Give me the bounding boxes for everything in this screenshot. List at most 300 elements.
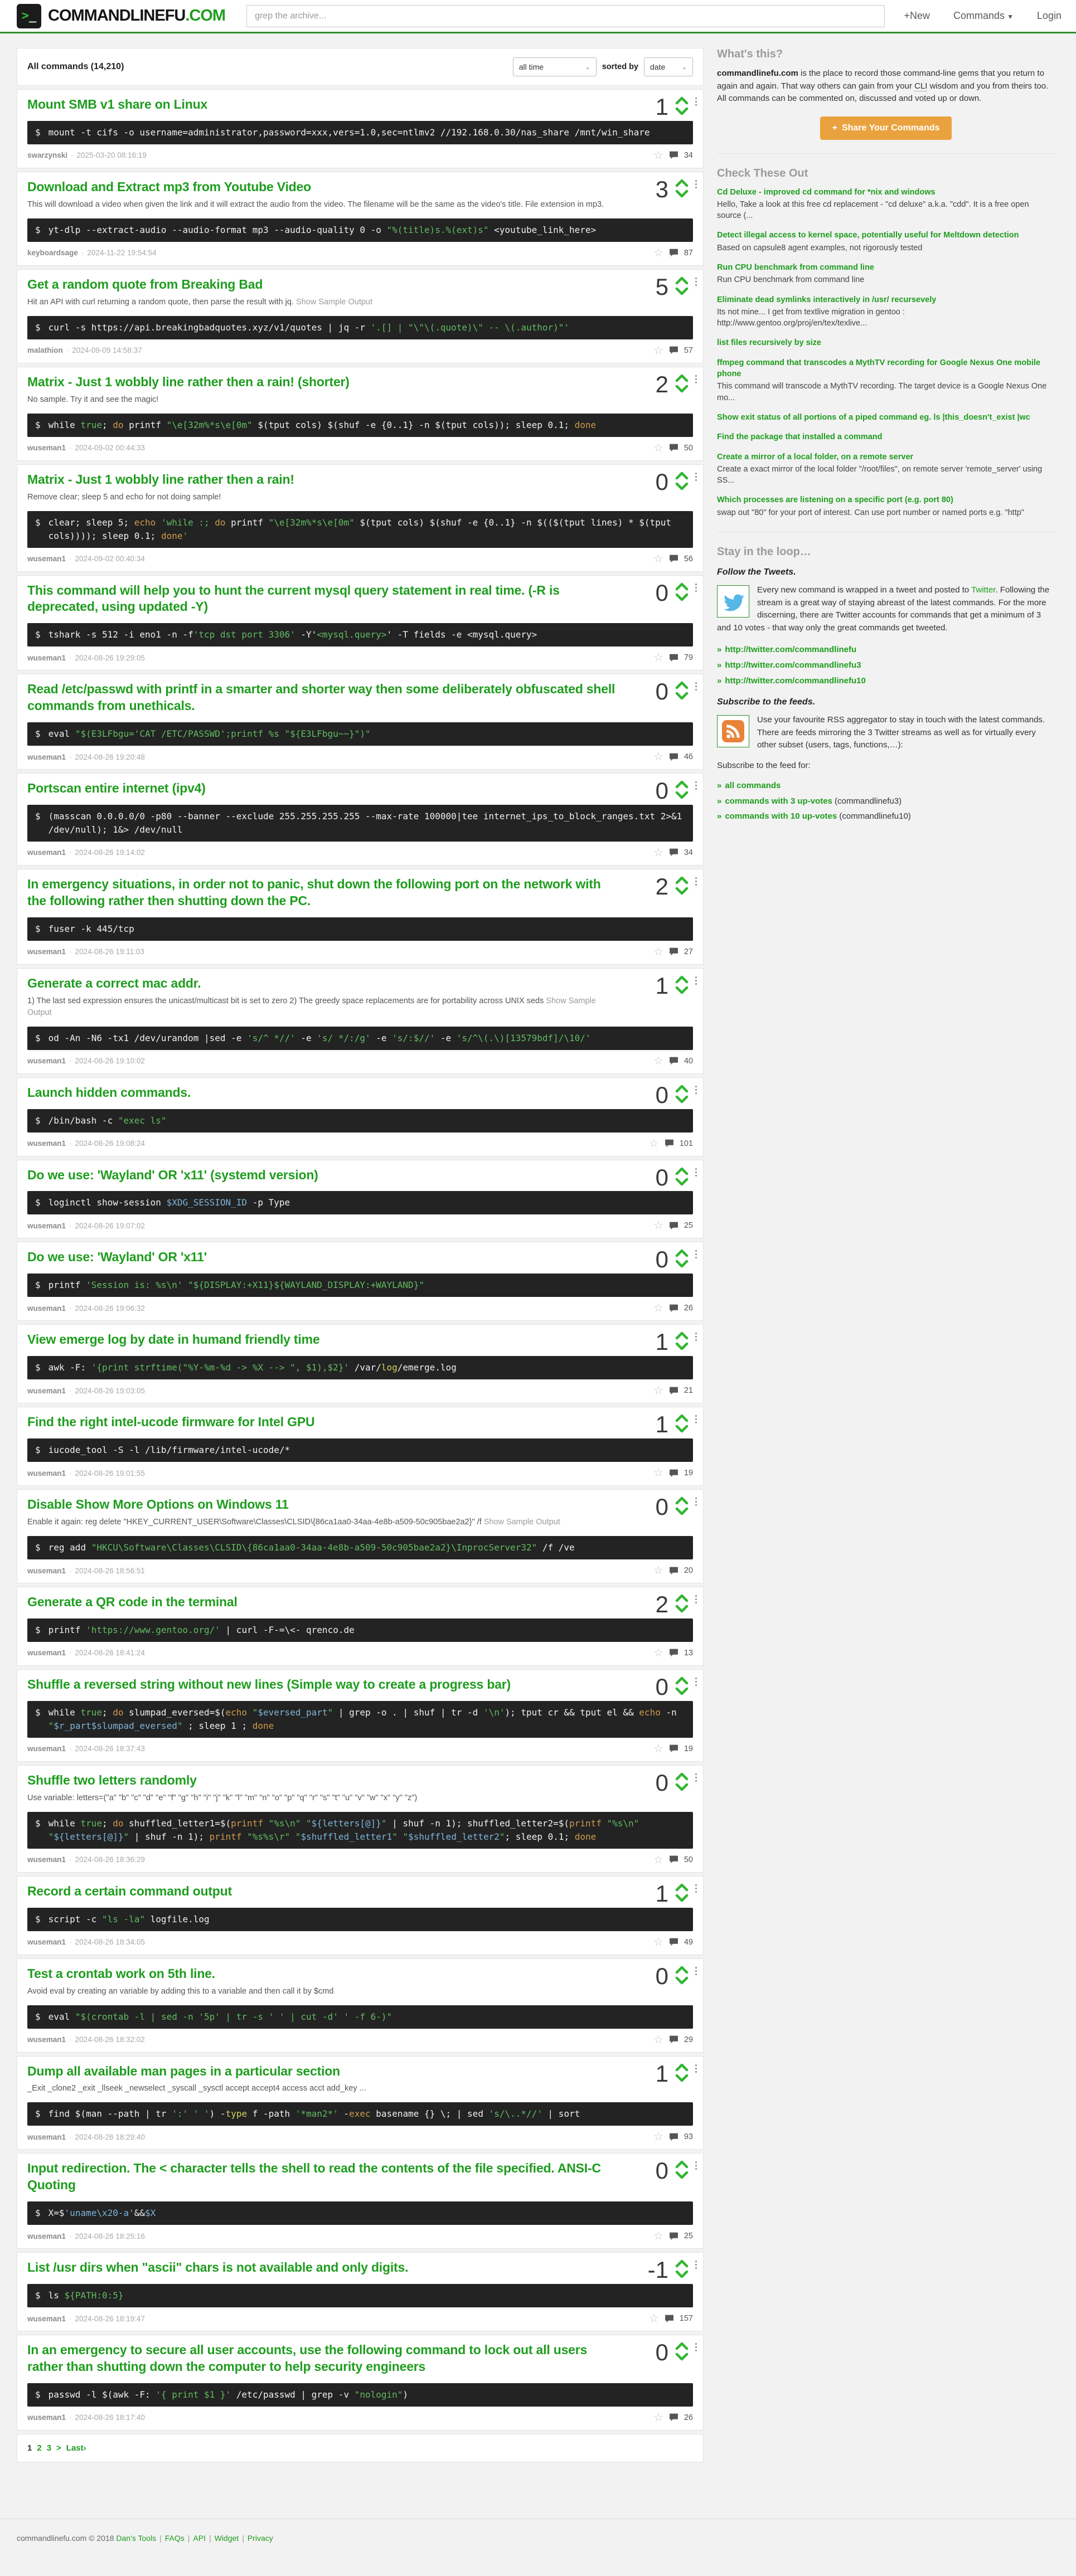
- comment-bubble-icon[interactable]: [669, 554, 678, 563]
- vote-up-arrow[interactable]: [675, 975, 689, 984]
- vote-down-arrow[interactable]: [675, 692, 689, 700]
- favorite-star-icon[interactable]: ☆: [653, 1742, 663, 1755]
- favorite-star-icon[interactable]: ☆: [648, 2312, 659, 2325]
- comment-count[interactable]: 13: [684, 1648, 693, 1658]
- command-author[interactable]: wuseman1: [27, 752, 66, 761]
- vote-up-arrow[interactable]: [675, 179, 689, 187]
- checkout-item-link[interactable]: Show exit status of all portions of a piped command eg. ls |this_doesn't_exist |wc: [717, 412, 1030, 422]
- command-date: 2024-08-26 19:03:05: [75, 1386, 145, 1395]
- vote-down-arrow[interactable]: [675, 986, 689, 994]
- entry-options-menu-icon[interactable]: [694, 2342, 698, 2353]
- command-title[interactable]: Test a crontab work on 5th line.: [27, 1966, 215, 1981]
- vote-down-arrow[interactable]: [675, 189, 689, 198]
- entry-options-menu-icon[interactable]: [694, 1966, 698, 1976]
- entry-options-menu-icon[interactable]: [694, 582, 698, 593]
- comment-count[interactable]: 19: [684, 1469, 693, 1478]
- vote-up-arrow[interactable]: [675, 2063, 689, 2072]
- vote-down-arrow[interactable]: [675, 385, 689, 393]
- entry-options-menu-icon[interactable]: [694, 975, 698, 986]
- checkout-item-link[interactable]: list files recursively by size: [717, 338, 821, 348]
- search-input[interactable]: [246, 5, 885, 27]
- separator-dot: ·: [69, 1304, 72, 1313]
- comment-bubble-icon[interactable]: [669, 1566, 678, 1576]
- pagination-link[interactable]: >: [56, 2443, 61, 2453]
- command-author[interactable]: wuseman1: [27, 1057, 66, 1066]
- vote-up-arrow[interactable]: [675, 2342, 689, 2350]
- checkout-item-link[interactable]: Eliminate dead symlinks interactively in /usr/ recursevely: [717, 295, 937, 304]
- command-author[interactable]: wuseman1: [27, 1855, 66, 1864]
- vote-down-arrow[interactable]: [675, 1507, 689, 1515]
- favorite-star-icon[interactable]: ☆: [653, 441, 663, 454]
- sidebar-link-row: [717, 642, 1055, 658]
- vote-up-arrow[interactable]: [675, 2259, 689, 2268]
- comment-bubble-icon[interactable]: [669, 1221, 678, 1231]
- command-code-block[interactable]: [27, 2102, 693, 2126]
- vote-down-arrow[interactable]: [675, 2074, 689, 2082]
- entry-options-menu-icon[interactable]: [694, 2063, 698, 2074]
- entry-options-menu-icon[interactable]: [694, 2160, 698, 2171]
- comment-bubble-icon[interactable]: [669, 653, 678, 663]
- vote-up-arrow[interactable]: [675, 1496, 689, 1505]
- command-title[interactable]: Generate a QR code in the terminal: [27, 1595, 238, 1610]
- favorite-star-icon[interactable]: ☆: [653, 1853, 663, 1866]
- sort-filter-select[interactable]: date ⌄: [644, 57, 693, 76]
- show-sample-output-link[interactable]: Show Sample Output: [27, 996, 596, 1017]
- comment-bubble-icon[interactable]: [669, 346, 678, 355]
- comment-count[interactable]: 50: [684, 1855, 693, 1864]
- vote-down-arrow[interactable]: [675, 1976, 689, 1985]
- vote-up-arrow[interactable]: [675, 1249, 689, 1257]
- comment-bubble-icon[interactable]: [669, 848, 678, 857]
- commands-list: [17, 89, 704, 2431]
- command-code-block[interactable]: [27, 2005, 693, 2029]
- command-code-block[interactable]: [27, 1027, 693, 1050]
- entry-options-menu-icon[interactable]: [694, 1883, 698, 1894]
- separator-dot: ·: [71, 151, 74, 160]
- shell-prompt: $: [35, 1817, 41, 1829]
- command-description: Avoid eval by creating an variable by adding this to a variable and then call it by $cmd: [27, 1986, 334, 1996]
- command-code: find $(man --path | tr ':' ' ') -type f -path '*man2*' -exec basename {} \; | sed 's/\..*//' | sort: [48, 2108, 580, 2120]
- comment-count[interactable]: 49: [684, 1937, 693, 1947]
- command-code-block[interactable]: [27, 121, 693, 144]
- double-chevron-icon: »: [717, 675, 722, 686]
- sidebar-link[interactable]: commands with 10 up-votes: [725, 811, 837, 822]
- command-author[interactable]: wuseman1: [27, 444, 66, 453]
- favorite-star-icon[interactable]: ☆: [653, 2131, 663, 2144]
- command-title[interactable]: Get a random quote from Breaking Bad: [27, 276, 263, 291]
- pagination-link[interactable]: 2: [37, 2443, 42, 2453]
- comment-count[interactable]: 57: [684, 346, 693, 355]
- vote-up-arrow[interactable]: [675, 374, 689, 382]
- nav-new-link[interactable]: +New: [904, 10, 930, 21]
- pagination-link[interactable]: 3: [46, 2443, 52, 2453]
- vote-down-arrow[interactable]: [675, 1095, 689, 1104]
- comment-count[interactable]: 25: [684, 1221, 693, 1231]
- comment-bubble-icon[interactable]: [669, 1937, 678, 1947]
- command-title[interactable]: In an emergency to secure all user accounts, use the following command to lock out all users rather than shutting down the computer to help security engineers: [27, 2342, 588, 2374]
- favorite-star-icon[interactable]: ☆: [653, 149, 663, 162]
- command-title[interactable]: Find the right intel-ucode firmware for Intel GPU: [27, 1415, 315, 1430]
- vote-down-arrow[interactable]: [675, 1783, 689, 1791]
- vote-up-arrow[interactable]: [675, 582, 689, 591]
- command-author[interactable]: wuseman1: [27, 1221, 66, 1230]
- command-author[interactable]: wuseman1: [27, 1139, 66, 1148]
- pagination-current-page: 1: [27, 2443, 32, 2453]
- favorite-star-icon[interactable]: ☆: [653, 1564, 663, 1577]
- comment-count[interactable]: 56: [684, 554, 693, 563]
- separator-dot: ·: [69, 1649, 72, 1658]
- command-title[interactable]: Record a certain command output: [27, 1883, 232, 1898]
- command-author[interactable]: wuseman1: [27, 1386, 66, 1395]
- vote-down-arrow[interactable]: [675, 287, 689, 295]
- comment-count[interactable]: 157: [679, 2314, 693, 2324]
- vote-down-arrow[interactable]: [675, 2171, 689, 2179]
- twitter-link[interactable]: Twitter: [971, 585, 996, 595]
- command-title[interactable]: Shuffle two letters randomly: [27, 1772, 197, 1787]
- footer-link[interactable]: API: [193, 2533, 206, 2543]
- time-filter-select[interactable]: all time ⌄: [513, 57, 597, 76]
- comment-bubble-icon[interactable]: [669, 2232, 678, 2241]
- entry-options-menu-icon[interactable]: [694, 1167, 698, 1178]
- comment-count[interactable]: 29: [684, 2035, 693, 2044]
- command-entry: [17, 2056, 704, 2150]
- vote-down-arrow[interactable]: [675, 482, 689, 490]
- vote-down-arrow[interactable]: [675, 1687, 689, 1695]
- checkout-item-link[interactable]: Detect illegal access to kernel space, potentially useful for Meltdown detection: [717, 231, 1019, 240]
- nav-commands-menu[interactable]: Commands ▼: [953, 10, 1014, 21]
- vote-down-arrow[interactable]: [675, 2353, 689, 2361]
- command-author[interactable]: wuseman1: [27, 2413, 66, 2422]
- vote-up-arrow[interactable]: [675, 2160, 689, 2169]
- vote-up-arrow[interactable]: [675, 96, 689, 105]
- command-title[interactable]: Generate a correct mac addr.: [27, 975, 201, 990]
- favorite-star-icon[interactable]: ☆: [653, 2033, 663, 2046]
- comment-count[interactable]: 46: [684, 752, 693, 762]
- favorite-star-icon[interactable]: ☆: [653, 1302, 663, 1315]
- comment-count[interactable]: 20: [684, 1566, 693, 1576]
- favorite-star-icon[interactable]: ☆: [653, 1936, 663, 1948]
- sidebar-link[interactable]: all commands: [725, 780, 781, 790]
- command-author[interactable]: swarzynski: [27, 151, 68, 160]
- comment-bubble-icon[interactable]: [669, 443, 678, 453]
- comment-bubble-icon[interactable]: [669, 2035, 678, 2044]
- favorite-star-icon[interactable]: ☆: [653, 344, 663, 357]
- separator-dot: ·: [69, 1139, 72, 1148]
- command-author[interactable]: wuseman1: [27, 2232, 66, 2240]
- vote-down-arrow[interactable]: [675, 2270, 689, 2278]
- favorite-star-icon[interactable]: ☆: [653, 552, 663, 565]
- vote-up-arrow[interactable]: [675, 780, 689, 789]
- command-code-block[interactable]: [27, 1109, 693, 1133]
- entry-options-menu-icon[interactable]: [694, 1331, 698, 1342]
- vote-count: 0: [655, 579, 668, 606]
- command-code-block[interactable]: [27, 1438, 693, 1462]
- checkout-item-link[interactable]: ffmpeg command that transcodes a MythTV recording for Google Nexus One mobile phone: [717, 358, 1041, 379]
- command-entry: [17, 172, 704, 266]
- double-chevron-icon: »: [717, 796, 722, 806]
- comment-bubble-icon[interactable]: [669, 1648, 678, 1658]
- vote-up-arrow[interactable]: [675, 1594, 689, 1602]
- command-author[interactable]: wuseman1: [27, 848, 66, 857]
- entry-options-menu-icon[interactable]: [694, 876, 698, 887]
- comment-count[interactable]: 25: [684, 2232, 693, 2241]
- footer-link[interactable]: Dan's Tools: [116, 2533, 157, 2543]
- comment-count[interactable]: 93: [684, 2132, 693, 2142]
- comment-bubble-icon[interactable]: [665, 2314, 674, 2324]
- checkout-item-link[interactable]: Which processes are listening on a specific port (e.g. port 80): [717, 495, 953, 505]
- favorite-star-icon[interactable]: ☆: [648, 1137, 659, 1150]
- favorite-star-icon[interactable]: ☆: [653, 1219, 663, 1232]
- comment-count[interactable]: 26: [684, 1304, 693, 1313]
- vote-up-arrow[interactable]: [675, 276, 689, 285]
- entry-options-menu-icon[interactable]: [694, 1676, 698, 1687]
- command-author[interactable]: wuseman1: [27, 2132, 66, 2141]
- checkout-item-link[interactable]: Find the package that installed a command: [717, 432, 883, 442]
- vote-up-arrow[interactable]: [675, 681, 689, 689]
- command-title[interactable]: Input redirection. The < character tells the shell to read the contents of the file specified. ANSI-C Quoting: [27, 2161, 601, 2193]
- command-title[interactable]: Matrix - Just 1 wobbly line rather then a rain!: [27, 472, 294, 487]
- command-code-block[interactable]: [27, 2284, 693, 2307]
- entry-options-menu-icon[interactable]: [694, 681, 698, 692]
- comment-bubble-icon[interactable]: [669, 1469, 678, 1478]
- comment-count[interactable]: 26: [684, 2413, 693, 2422]
- shell-prompt: $: [35, 2389, 41, 2400]
- comment-count[interactable]: 21: [684, 1386, 693, 1396]
- vote-down-arrow[interactable]: [675, 1342, 689, 1350]
- command-title[interactable]: Download and Extract mp3 from Youtube Video: [27, 179, 311, 194]
- command-author[interactable]: wuseman1: [27, 555, 66, 563]
- entry-options-menu-icon[interactable]: [694, 1414, 698, 1425]
- comment-count[interactable]: 40: [684, 1056, 693, 1066]
- entry-options-menu-icon[interactable]: [694, 780, 698, 791]
- shell-prompt: $: [35, 629, 41, 640]
- sidebar-link[interactable]: http://twitter.com/commandlinefu3: [725, 660, 861, 670]
- command-author[interactable]: keyboardsage: [27, 249, 78, 257]
- favorite-star-icon[interactable]: ☆: [653, 1646, 663, 1659]
- command-title[interactable]: This command will help you to hunt the current mysql query statement in real time. (-R is deprecated, using updated -Y): [27, 582, 560, 614]
- command-author[interactable]: wuseman1: [27, 1566, 66, 1575]
- command-code: tshark -s 512 -i eno1 -n -f'tcp dst port 3306' -Y'<mysql.query>' -T fields -e <mysql.query>: [48, 629, 537, 640]
- command-code-block[interactable]: [27, 1908, 693, 1931]
- command-author[interactable]: malathion: [27, 346, 63, 355]
- command-code-block[interactable]: [27, 1191, 693, 1214]
- vote-down-arrow[interactable]: [675, 1178, 689, 1186]
- command-author[interactable]: wuseman1: [27, 1938, 66, 1947]
- sidebar-link[interactable]: commands with 3 up-votes: [725, 796, 832, 806]
- vote-up-arrow[interactable]: [675, 1414, 689, 1422]
- favorite-star-icon[interactable]: ☆: [653, 2411, 663, 2424]
- command-code-block[interactable]: [27, 511, 693, 548]
- checkout-item-link[interactable]: Cd Deluxe - improved cd command for *nix and windows: [717, 187, 936, 197]
- vote-up-arrow[interactable]: [675, 1883, 689, 1892]
- vote-down-arrow[interactable]: [675, 1260, 689, 1268]
- comment-count[interactable]: 79: [684, 653, 693, 663]
- footer-separator: |: [209, 2533, 211, 2543]
- favorite-star-icon[interactable]: ☆: [653, 751, 663, 764]
- entry-options-menu-icon[interactable]: [694, 179, 698, 189]
- comment-count[interactable]: 27: [684, 947, 693, 956]
- checkout-item-link[interactable]: Run CPU benchmark from command line: [717, 263, 874, 272]
- favorite-star-icon[interactable]: ☆: [653, 652, 663, 664]
- pagination-link[interactable]: Last›: [66, 2443, 86, 2453]
- command-author[interactable]: wuseman1: [27, 1649, 66, 1658]
- entry-options-menu-icon[interactable]: [694, 1085, 698, 1095]
- entry-options-menu-icon[interactable]: [694, 1249, 698, 1260]
- command-code-block[interactable]: [27, 805, 693, 842]
- site-brand[interactable]: [48, 7, 225, 25]
- command-code-block[interactable]: [27, 1701, 693, 1738]
- comment-count[interactable]: 101: [679, 1139, 693, 1148]
- entry-options-menu-icon[interactable]: [694, 374, 698, 385]
- vote-down-arrow[interactable]: [675, 1605, 689, 1613]
- command-date: 2024-08-26 18:34:05: [75, 1938, 145, 1947]
- comment-bubble-icon[interactable]: [669, 2413, 678, 2422]
- favorite-star-icon[interactable]: ☆: [653, 846, 663, 859]
- entry-options-menu-icon[interactable]: [694, 1594, 698, 1605]
- command-code: eval "$(E3LFbgu='CAT /ETC/PASSWD';printf %s "${E3LFbgu~~}")": [48, 728, 371, 740]
- command-entry: [17, 1958, 704, 2053]
- favorite-star-icon[interactable]: ☆: [653, 945, 663, 958]
- checkout-item-desc: This command will transcode a MythTV recording. The target device is a Google Nexus One mo...: [717, 382, 1047, 402]
- checkout-item-link[interactable]: Create a mirror of a local folder, on a remote server: [717, 452, 914, 461]
- comment-count[interactable]: 34: [684, 848, 693, 857]
- command-code-block[interactable]: [27, 2383, 693, 2407]
- command-code-block[interactable]: [27, 1356, 693, 1379]
- entry-options-menu-icon[interactable]: [694, 96, 698, 107]
- nav-login-link[interactable]: Login: [1036, 10, 1062, 21]
- vote-down-arrow[interactable]: [675, 791, 689, 799]
- command-date: 2024-08-26 18:56:51: [75, 1566, 145, 1575]
- comment-bubble-icon[interactable]: [665, 1139, 674, 1148]
- rss-icon: [722, 720, 744, 742]
- site-logo-icon[interactable]: [17, 4, 41, 28]
- favorite-star-icon[interactable]: ☆: [653, 1054, 663, 1067]
- comment-bubble-icon[interactable]: [669, 2132, 678, 2142]
- entry-options-menu-icon[interactable]: [694, 2259, 698, 2270]
- vote-up-arrow[interactable]: [675, 1966, 689, 1974]
- vote-down-arrow[interactable]: [675, 887, 689, 895]
- shell-prompt: $: [35, 2011, 41, 2022]
- command-author[interactable]: wuseman1: [27, 947, 66, 956]
- sidebar-link[interactable]: http://twitter.com/commandlinefu10: [725, 675, 866, 686]
- entry-options-menu-icon[interactable]: [694, 1496, 698, 1507]
- command-title[interactable]: Read /etc/passwd with printf in a smarter and shorter way then some deliberately obfuscated shell commands from unethicals.: [27, 682, 615, 713]
- command-code-block[interactable]: [27, 218, 693, 242]
- command-title[interactable]: In emergency situations, in order not to panic, shut down the following port on the network with the following rather then shutting down the PC.: [27, 876, 601, 908]
- comment-count[interactable]: 19: [684, 1744, 693, 1753]
- show-sample-output-link[interactable]: Show Sample Output: [293, 297, 373, 307]
- comment-count[interactable]: 87: [684, 248, 693, 257]
- sidebar-link-row: [717, 658, 1055, 673]
- command-title[interactable]: Shuffle a reversed string without new lines (Simple way to create a progress bar): [27, 1676, 511, 1692]
- share-your-commands-button[interactable]: + Share Your Commands: [820, 116, 952, 140]
- command-code-block[interactable]: [27, 316, 693, 339]
- comment-bubble-icon[interactable]: [669, 752, 678, 762]
- entry-options-menu-icon[interactable]: [694, 1772, 698, 1783]
- command-title[interactable]: View emerge log by date in humand friendly time: [27, 1332, 320, 1347]
- command-code-block[interactable]: [27, 1618, 693, 1642]
- entry-options-menu-icon[interactable]: [694, 472, 698, 482]
- command-title[interactable]: Portscan entire internet (ipv4): [27, 781, 206, 796]
- command-code: loginctl show-session $XDG_SESSION_ID -p Type: [48, 1197, 290, 1208]
- command-author[interactable]: wuseman1: [27, 2314, 66, 2323]
- comment-bubble-icon[interactable]: [669, 1744, 678, 1753]
- command-code-block[interactable]: [27, 1812, 693, 1849]
- vote-down-arrow[interactable]: [675, 593, 689, 601]
- favorite-star-icon[interactable]: ☆: [653, 246, 663, 259]
- command-title[interactable]: Matrix - Just 1 wobbly line rather then a rain! (shorter): [27, 374, 350, 389]
- command-author[interactable]: wuseman1: [27, 653, 66, 662]
- shell-prompt: $: [35, 1115, 41, 1126]
- footer-link[interactable]: Privacy: [247, 2533, 273, 2543]
- comment-bubble-icon[interactable]: [669, 248, 678, 257]
- command-code: iucode_tool -S -l /lib/firmware/intel-ucode/*: [48, 1445, 290, 1456]
- command-code-block[interactable]: [27, 917, 693, 941]
- sidebar-link[interactable]: http://twitter.com/commandlinefu: [725, 645, 857, 655]
- vote-down-arrow[interactable]: [675, 1425, 689, 1433]
- list-title: All commands (14,210): [27, 62, 124, 71]
- command-author[interactable]: wuseman1: [27, 1469, 66, 1477]
- vote-up-arrow[interactable]: [675, 1331, 689, 1340]
- footer-link[interactable]: Widget: [214, 2533, 239, 2543]
- comment-bubble-icon[interactable]: [669, 947, 678, 956]
- command-title[interactable]: Disable Show More Options on Windows 11: [27, 1497, 289, 1512]
- footer-link[interactable]: FAQs: [164, 2533, 185, 2543]
- comment-count[interactable]: 50: [684, 443, 693, 453]
- command-code-block[interactable]: [27, 623, 693, 647]
- comment-bubble-icon[interactable]: [669, 1855, 678, 1864]
- command-author[interactable]: wuseman1: [27, 2035, 66, 2044]
- command-title[interactable]: Mount SMB v1 share on Linux: [27, 97, 208, 111]
- command-code-block[interactable]: [27, 2201, 693, 2225]
- comment-bubble-icon[interactable]: [669, 1386, 678, 1396]
- command-title[interactable]: Launch hidden commands.: [27, 1085, 191, 1100]
- command-date: 2025-03-20 08:16:19: [76, 151, 147, 160]
- entry-options-menu-icon[interactable]: [694, 276, 698, 287]
- favorite-star-icon[interactable]: ☆: [653, 1384, 663, 1397]
- command-author[interactable]: wuseman1: [27, 1744, 66, 1753]
- vote-up-arrow[interactable]: [675, 1772, 689, 1781]
- comment-count[interactable]: 34: [684, 150, 693, 160]
- show-sample-output-link[interactable]: Show Sample Output: [481, 1518, 560, 1527]
- command-code-block[interactable]: [27, 414, 693, 437]
- command-title[interactable]: List /usr dirs when "ascii" chars is not available and only digits.: [27, 2260, 409, 2275]
- vote-up-arrow[interactable]: [675, 876, 689, 884]
- vote-up-arrow[interactable]: [675, 1085, 689, 1093]
- vote-up-arrow[interactable]: [675, 1676, 689, 1685]
- command-title[interactable]: Do we use: 'Wayland' OR 'x11': [27, 1250, 207, 1265]
- favorite-star-icon[interactable]: ☆: [653, 1467, 663, 1480]
- command-title[interactable]: Dump all available man pages in a particular section: [27, 2063, 340, 2078]
- favorite-star-icon[interactable]: ☆: [653, 2230, 663, 2243]
- comment-bubble-icon[interactable]: [669, 1056, 678, 1066]
- vote-up-arrow[interactable]: [675, 472, 689, 480]
- vote-count: 0: [655, 1673, 668, 1700]
- command-title[interactable]: Do we use: 'Wayland' OR 'x11' (systemd version): [27, 1167, 318, 1182]
- command-code-block[interactable]: [27, 1274, 693, 1297]
- shell-prompt: $: [35, 224, 41, 235]
- vote-down-arrow[interactable]: [675, 1894, 689, 1902]
- command-code-block[interactable]: [27, 722, 693, 746]
- command-description: Enable it again: reg delete "HKEY_CURRENT_USER\Software\Classes\CLSID\{86ca1aa0-34aa-4e8b-a509-50c905bae2a2}" /f Show Sample Output: [27, 1518, 560, 1527]
- vote-down-arrow[interactable]: [675, 107, 689, 115]
- vote-up-arrow[interactable]: [675, 1167, 689, 1175]
- vote-count: 0: [655, 1769, 668, 1796]
- comment-bubble-icon[interactable]: [669, 1304, 678, 1313]
- command-author[interactable]: wuseman1: [27, 1304, 66, 1313]
- comment-bubble-icon[interactable]: [669, 150, 678, 160]
- command-code-block[interactable]: [27, 1536, 693, 1559]
